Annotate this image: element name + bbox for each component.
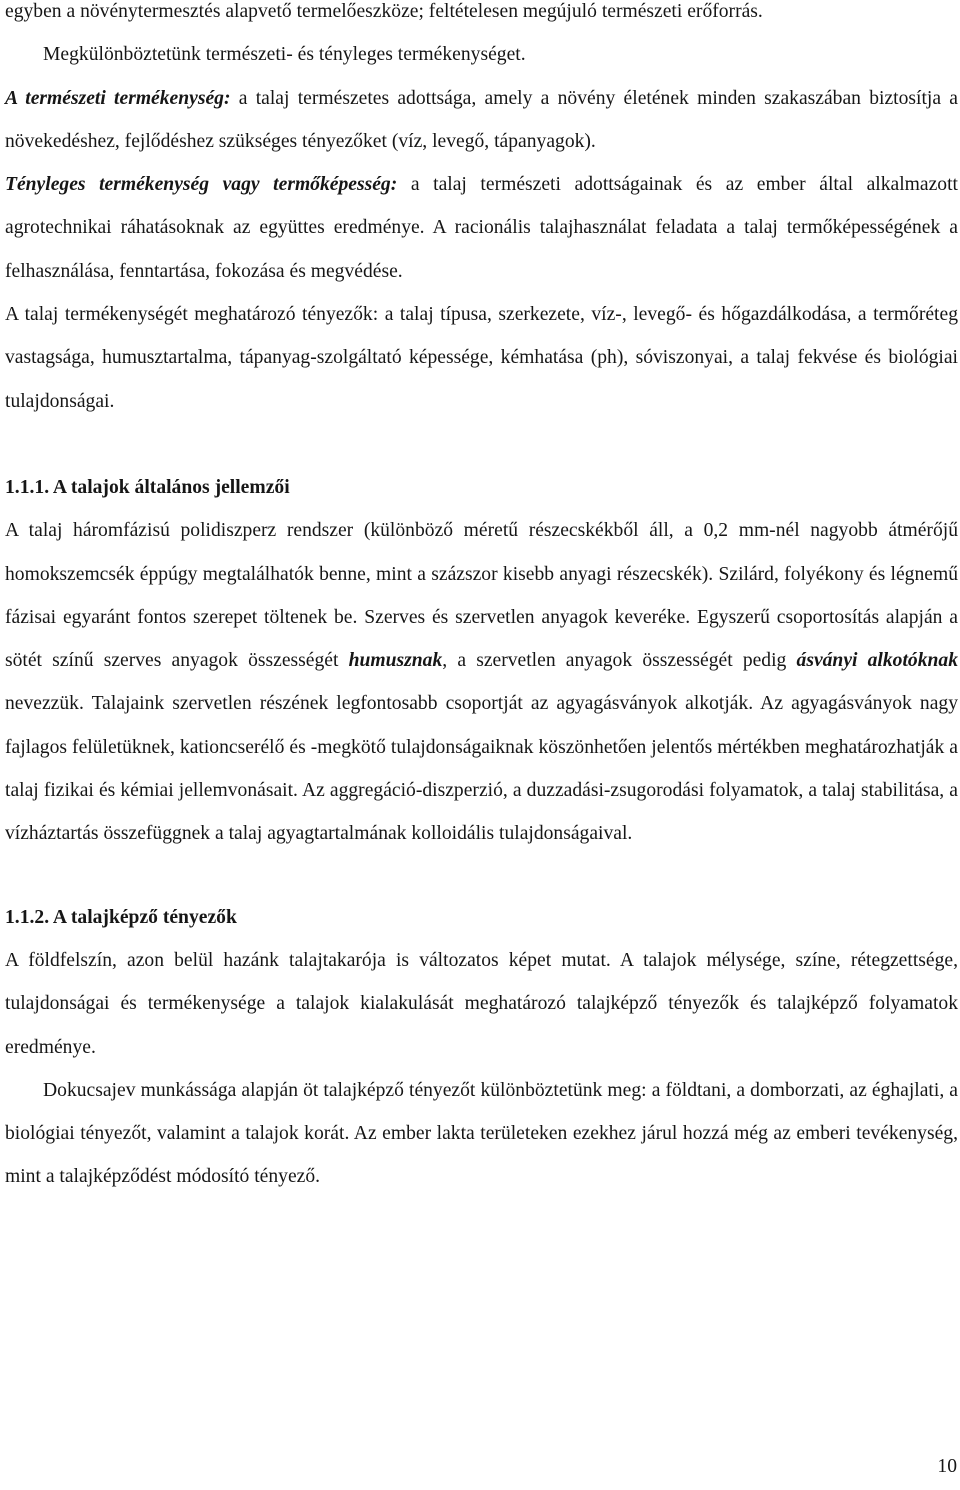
definition-natural-fertility: a talaj természetes adottsága, amely a növény életének minden szakaszában biztosítja a növekedéshez, fejlődéshez szükséges tényezőket (víz, levegő, tápanyagok). [5,87,959,152]
spacer [5,856,958,896]
term-actual-fertility: Tényleges termékenység vagy termőképesség: [5,174,398,196]
text-segment: , a szervetlen anyagok összességét pedig [442,650,797,672]
paragraph-continuation: egyben a növénytermesztés alapvető termelőeszköze; feltételesen megújuló természeti erőforrás. [5,1,763,22]
section-heading-general-characteristics: 1.1.1. A talajok általános jellemzői [5,476,290,498]
term-humus: humusznak [348,650,443,672]
paragraph-fertility-types: Megkülönböztetünk természeti- és tényleges termékenységet. [43,44,526,66]
document-page [5,0,958,1199]
page-number: 10 [937,1456,957,1477]
text-segment: A talaj háromfázisú polidiszperz rendszer (különböző méretű részecskékből áll, a 0,2 mm-nél nagyobb átmérőjű homokszemcsék éppúgy megtalálhatók benne, mint a százszor kisebb anyagi részecskék). Szilárd, folyékony és légnemű fázisai egyaránt fontos szerepet töltenek be. Szerves és szervetlen anyagok keveréke. Egyszerű csoportosítás alapján a sötét színű szerves anyagok összességét [5,520,958,672]
paragraph-actual-fertility [5,163,958,293]
definition-actual-fertility: a talaj természeti adottságainak és az ember által alkalmazott agrotechnikai ráhatásoknak az együttes eredménye. A racionális talajhasználat feladata a talaj termőképességének a felhasználása, fenntartása, fokozása és megvédése. [5,174,958,282]
term-natural-fertility: A természeti termékenység: [5,87,231,109]
paragraph-dokuchaev: Dokucsajev munkássága alapján öt talajképző tényezőt különböztetünk meg: a földtani, a domborzati, az éghajlati, a biológiai tényezőt, valamint a talajok korát. Az ember lakta területeken ezekhez járul hozzá még az emberi tevékenység, mint a talajképződést módosító tényező. [5,1079,958,1188]
term-mineral-components: ásványi alkotóknak [796,650,958,672]
paragraph-fertility-factors: A talaj termékenységét meghatározó tényezők: a talaj típusa, szerkezete, víz-, levegő- és hőgazdálkodása, a termőréteg vastagsága, humusztartalma, tápanyag-szolgáltató képessége, kémhatása (ph), sóviszonyai, a talaj fekvése és biológiai tulajdonságai. [5,304,958,412]
text-segment: nevezzük. Talajaink szervetlen részének legfontosabb csoportját az agyagásványok alkotják. Az agyagásványok nagy fajlagos felületüknek, kationcserélő és -megkötő tulajdonságaiknak köszönhetően jelentős mértékben meghatározhatják a talaj fizikai és kémiai jellemvonásait. Az aggregáció-diszperzió, a duzzadási-zsugorodási folyamatok, a talaj stabilitása, a vízháztartás összefüggnek a talaj agyagtartalmának kolloidális tulajdonságaival. [5,693,958,845]
spacer [5,423,958,466]
section-heading-soil-forming-factors: 1.1.2. A talajképző tényezők [5,906,237,928]
paragraph-soil-system [5,509,958,855]
paragraph-natural-fertility [5,77,958,164]
paragraph-soil-cover: A földfelszín, azon belül hazánk talajtakarója is változatos képet mutat. A talajok mélysége, színe, rétegzettsége, tulajdonságai és termékenysége a talajok kialakulását meghatározó talajképző tényezők és talajképző folyamatok eredménye. [5,949,958,1058]
